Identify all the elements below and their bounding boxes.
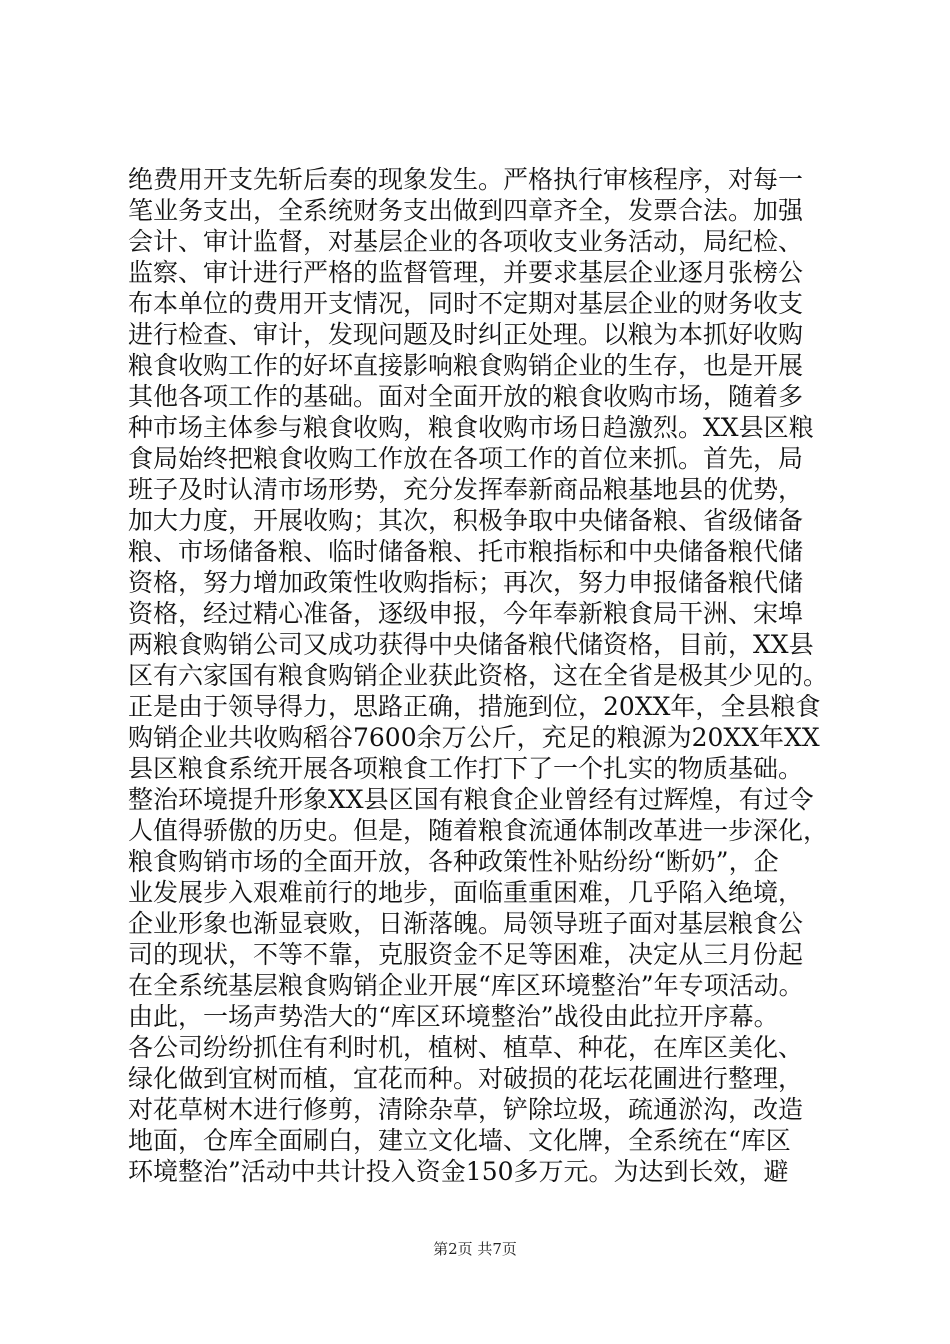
text-line: 对花草树木进行修剪，清除杂草，铲除垃圾，疏通淤沟，改造: [128, 1095, 804, 1124]
text-line: 在全系统基层粮食购销企业开展“库区环境整治”年专项活动。: [128, 971, 804, 1000]
body-text: [128, 164, 858, 1187]
text-line: 环境整治”活动中共计投入资金150多万元。为达到长效，避: [128, 1157, 789, 1186]
text-line: 粮食购销市场的全面开放，各种政策性补贴纷纷“断奶”，企: [128, 847, 779, 876]
text-line: 粮、市场储备粮、临时储备粮、托市粮指标和中央储备粮代储: [128, 537, 804, 566]
text-line: 加大力度，开展收购；其次，积极争取中央储备粮、省级储备: [128, 506, 804, 535]
text-line: 由此，一场声势浩大的“库区环境整治”战役由此拉开序幕。: [128, 1002, 779, 1031]
text-line: 地面，仓库全面刷白，建立文化墙、文化牌，全系统在“库区: [128, 1126, 791, 1155]
text-line: 其他各项工作的基础。面对全面开放的粮食收购市场，随着多: [128, 382, 804, 411]
text-line: 绿化做到宜树而植，宜花而种。对破损的花坛花圃进行整理，: [128, 1064, 804, 1093]
text-line: 笔业务支出，全系统财务支出做到四章齐全，发票合法。加强: [128, 196, 804, 225]
text-line: 人值得骄傲的历史。但是，随着粮食流通体制改革进一步深化，: [128, 816, 829, 845]
text-line: 资格，努力增加政策性收购指标；再次，努力申报储备粮代储: [128, 568, 804, 597]
text-line: 企业形象也渐显衰败，日渐落魄。局领导班子面对基层粮食公: [128, 909, 804, 938]
text-line: 班子及时认清市场形势，充分发挥奉新商品粮基地县的优势，: [128, 475, 804, 504]
text-line: 正是由于领导得力，思路正确，措施到位，20XX年，全县粮食: [128, 692, 821, 721]
text-line: 整治环境提升形象XX县区国有粮食企业曾经有过辉煌，有过令: [128, 785, 814, 814]
text-line: 会计、审计监督，对基层企业的各项收支业务活动，局纪检、: [128, 227, 804, 256]
text-line: 粮食收购工作的好坏直接影响粮食购销企业的生存，也是开展: [128, 351, 804, 380]
text-line: 购销企业共收购稻谷7600余万公斤，充足的粮源为20XX年XX: [128, 723, 820, 752]
text-line: 业发展步入艰难前行的地步，面临重重困难，几乎陷入绝境，: [128, 878, 804, 907]
text-line: 布本单位的费用开支情况，同时不定期对基层企业的财务收支: [128, 289, 804, 318]
text-line: 种市场主体参与粮食收购，粮食收购市场日趋激烈。XX县区粮: [128, 413, 814, 442]
text-line: 县区粮食系统开展各项粮食工作打下了一个扎实的物质基础。: [128, 754, 804, 783]
text-line: 食局始终把粮食收购工作放在各项工作的首位来抓。首先，局: [128, 444, 804, 473]
text-line: 司的现状，不等不靠，克服资金不足等困难，决定从三月份起: [128, 940, 804, 969]
text-line: 两粮食购销公司又成功获得中央储备粮代储资格，目前，XX县: [128, 630, 814, 659]
text-line: 资格，经过精心准备，逐级申报，今年奉新粮食局干洲、宋埠: [128, 599, 804, 628]
text-line: 各公司纷纷抓住有利时机，植树、植草、种花，在库区美化、: [128, 1033, 804, 1062]
text-line: 监察、审计进行严格的监督管理，并要求基层企业逐月张榜公: [128, 258, 804, 287]
text-line: 绝费用开支先斩后奏的现象发生。严格执行审核程序，对每一: [128, 165, 804, 194]
text-line: 进行检查、审计，发现问题及时纠正处理。以粮为本抓好收购: [128, 320, 804, 349]
page-footer: 第2页 共7页: [433, 1240, 517, 1258]
text-line: 区有六家国有粮食购销企业获此资格，这在全省是极其少见的。: [128, 661, 829, 690]
